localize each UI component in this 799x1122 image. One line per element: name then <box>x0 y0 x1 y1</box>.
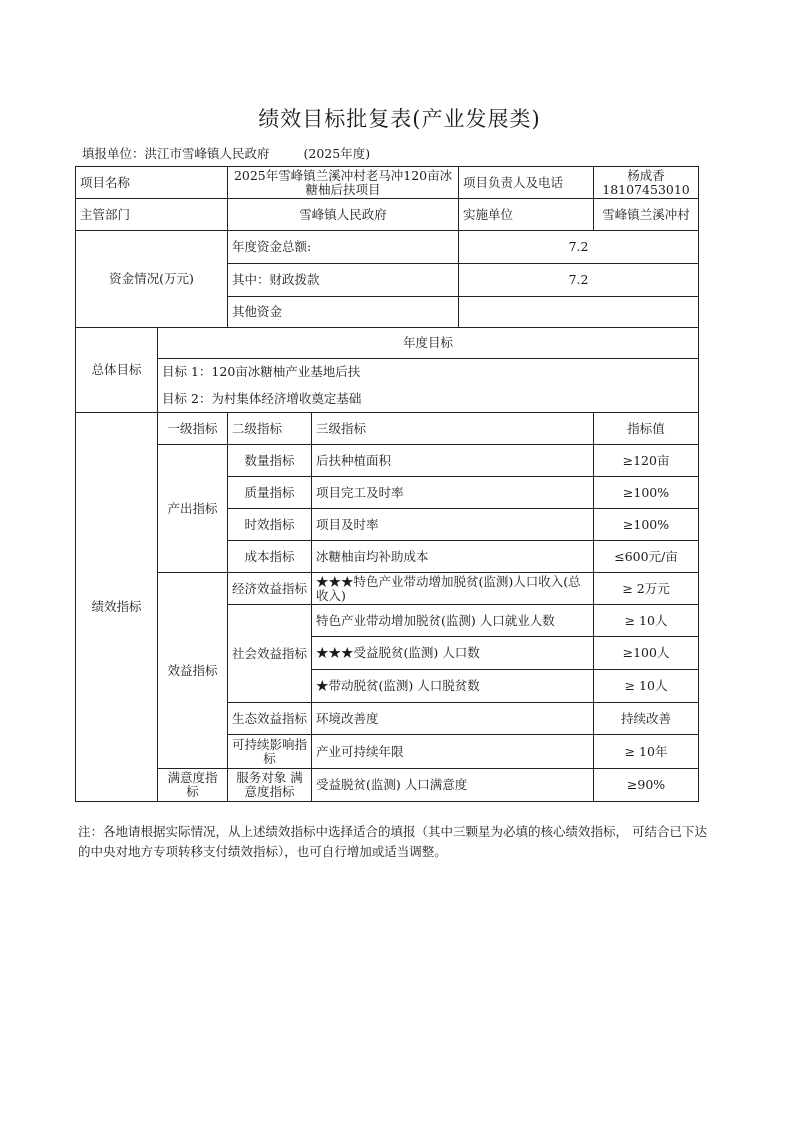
goals-header: 年度目标 <box>158 328 699 359</box>
value-cell: ≥100人 <box>594 637 699 670</box>
funds-total-value: 7.2 <box>459 231 699 264</box>
funds-fiscal-label: 其中：财政拨款 <box>228 264 459 297</box>
contact-name: 杨成香 <box>627 167 665 183</box>
row-project-name <box>76 167 699 199</box>
goal-1: 目标 1：120亩冰糖柚产业基地后扶 <box>158 359 699 386</box>
page-title: 绩效目标批复表(产业发展类) <box>258 107 541 131</box>
report-year: (2025年度) <box>303 146 371 161</box>
level3-cell: ★★★受益脱贫(监测) 人口数 <box>312 637 594 670</box>
value-cell: 持续改善 <box>594 703 699 735</box>
level3-cell: 受益脱贫(监测) 人口满意度 <box>312 769 594 802</box>
level3-cell: ★带动脱贫(监测) 人口脱贫数 <box>312 670 594 703</box>
level3-cell: 项目完工及时率 <box>312 477 594 509</box>
level3-cell: 冰糖柚亩均补助成本 <box>312 541 594 573</box>
level3-cell: 产业可持续年限 <box>312 735 594 769</box>
level2-cell: 质量指标 <box>228 477 312 509</box>
row-goals-header <box>76 328 699 359</box>
value-cell: ≥120亩 <box>594 445 699 477</box>
level2-cell: 可持续影响指标 <box>228 735 312 769</box>
output-label: 产出指标 <box>158 445 228 573</box>
header-value: 指标值 <box>594 413 699 445</box>
contact-phone: 18107453010 <box>602 181 690 197</box>
value-cell: ≤600元/亩 <box>594 541 699 573</box>
row-goal-2 <box>76 386 699 413</box>
level2-cell: 时效指标 <box>228 509 312 541</box>
goal-2: 目标 2：为村集体经济增收奠定基础 <box>158 386 699 413</box>
funds-total-label: 年度资金总额: <box>228 231 459 264</box>
report-meta <box>82 144 370 162</box>
funds-other-label: 其他资金 <box>228 297 459 328</box>
value-cell: ≥ 10人 <box>594 605 699 637</box>
level3-cell: 环境改善度 <box>312 703 594 735</box>
performance-table <box>75 166 699 802</box>
level3-cell: 后扶种植面积 <box>312 445 594 477</box>
row-goal-1 <box>76 359 699 386</box>
value-cell: ≥ 2万元 <box>594 573 699 605</box>
impl-label: 实施单位 <box>459 199 594 231</box>
satisfaction-label: 满意度指标 <box>158 769 228 802</box>
performance-label: 绩效指标 <box>76 413 158 802</box>
level3-cell: 项目及时率 <box>312 509 594 541</box>
level3-cell: 特色产业带动增加脱贫(监测) 人口就业人数 <box>312 605 594 637</box>
funds-other-value <box>459 297 699 328</box>
funds-label: 资金情况(万元) <box>76 231 228 328</box>
impl-value: 雪峰镇兰溪冲村 <box>594 199 699 231</box>
value-cell: ≥ 10人 <box>594 670 699 703</box>
dept-value: 雪峰镇人民政府 <box>228 199 459 231</box>
table-row <box>76 445 699 477</box>
project-name-value: 2025年雪峰镇兰溪冲村老马冲120亩冰糖柚后扶项目 <box>228 167 459 199</box>
benefit-label: 效益指标 <box>158 573 228 769</box>
header-level1: 一级指标 <box>158 413 228 445</box>
row-funds-total <box>76 231 699 264</box>
header-level3: 三级指标 <box>312 413 594 445</box>
table-row <box>76 769 699 802</box>
value-cell: ≥100% <box>594 477 699 509</box>
project-name-label: 项目名称 <box>76 167 228 199</box>
level2-cell: 服务对象 满意度指标 <box>228 769 312 802</box>
header-level2: 二级指标 <box>228 413 312 445</box>
report-unit: 填报单位：洪江市雪峰镇人民政府 <box>82 146 270 161</box>
row-dept <box>76 199 699 231</box>
value-cell: ≥100% <box>594 509 699 541</box>
social-label: 社会效益指标 <box>228 605 312 703</box>
level2-cell: 生态效益指标 <box>228 703 312 735</box>
project-contact-label: 项目负责人及电话 <box>459 167 594 199</box>
goals-label: 总体目标 <box>76 328 158 413</box>
footnote: 注：各地请根据实际情况，从上述绩效指标中选择适合的填报（其中三颗星为必填的核心绩效指标， 可结合已下达的中央对地方专项转移支付绩效指标），也可自行增加或适当调整。 <box>78 824 707 859</box>
level3-cell: ★★★特色产业带动增加脱贫(监测)人口收入(总收入) <box>312 573 594 605</box>
level2-cell: 成本指标 <box>228 541 312 573</box>
funds-fiscal-value: 7.2 <box>459 264 699 297</box>
row-perf-header <box>76 413 699 445</box>
table-row <box>76 573 699 605</box>
value-cell: ≥ 10年 <box>594 735 699 769</box>
project-contact-cell <box>594 167 699 199</box>
value-cell: ≥90% <box>594 769 699 802</box>
dept-label: 主管部门 <box>76 199 228 231</box>
level2-cell: 经济效益指标 <box>228 573 312 605</box>
level2-cell: 数量指标 <box>228 445 312 477</box>
